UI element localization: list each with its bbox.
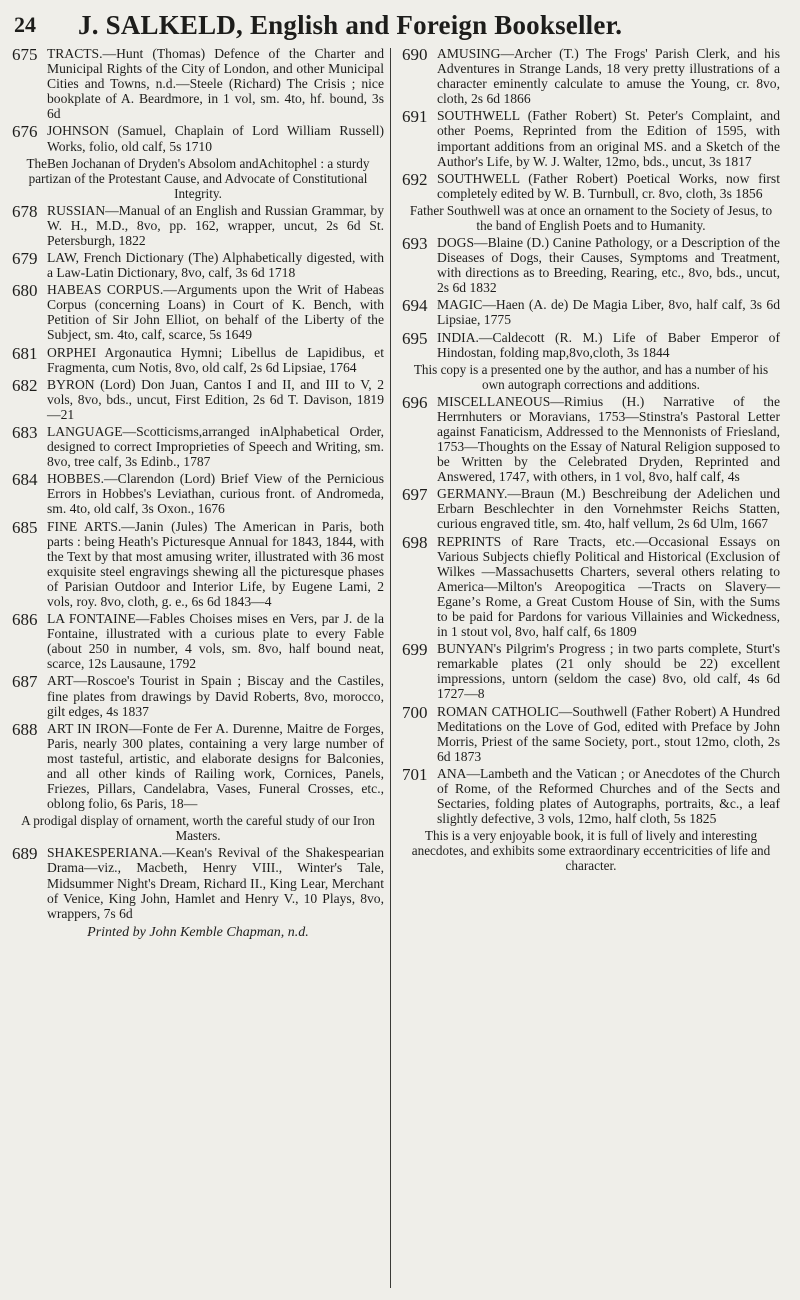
entry-number: 692: [402, 169, 428, 189]
entry-text: SHAKESPERIANA.—Kean's Revival of the Shakespearian Drama—viz., Macbeth, Henry VIII., Winter's Tale, Midsummer Night's Dream, Richard II., King Lear, Merchant of Venice, King John, Hamlet and Henry V., 10 Plays, 8vo, wrappers, 7s 6d: [47, 845, 384, 921]
catalogue-entry: [402, 330, 780, 360]
entry-number: 698: [402, 532, 428, 552]
catalogue-entry: [12, 282, 384, 342]
entry-text: HOBBES.—Clarendon (Lord) Brief View of the Pernicious Errors in Hobbes's Leviathan, curious front. of Andromeda, sm. 4to, old calf, 3s Oxon., 1676: [47, 471, 384, 517]
entry-number: 686: [12, 610, 38, 630]
entry-text: FINE ARTS.—Janin (Jules) The American in Paris, both parts : being Heath's Picturesque Annual for 1843, 1844, with the Text by that most amusing writer, illustrated with 36 most exquisite steel engravings shewing all the picturesque phases of Parisian Outdoor and Interior Life, by Eugene Lami, 2 vols, roy. 8vo, cloth, g. e., 6s 6d 1843—4: [47, 518, 384, 609]
entry-number: 687: [12, 672, 38, 692]
catalogue-entry: [12, 424, 384, 469]
column-divider: [390, 48, 391, 1288]
entry-text: RUSSIAN—Manual of an English and Russian Grammar, by W. H., M.D., 8vo, pp. 162, wrapper, uncut, 2s 6d St. Petersburgh, 1822: [47, 202, 384, 248]
entry-number: 693: [402, 233, 428, 253]
entry-text: ANA—Lambeth and the Vatican ; or Anecdotes of the Church of Rome, of the Reformed Churches and of the Sects and Sectaries, folding plates of Autographs, portraits, &c., a leaf slightly defective, 3 vols, 12mo, half cloth, 5s 1825: [437, 765, 780, 827]
entry-text: REPRINTS of Rare Tracts, etc.—Occasional Essays on Various Subjects chiefly Political and Historical (Exclusion of Wilkes —Massachusetts Charters, several others relating to America—Milton's Areopogitica —Tracts on Slavery—Eganeʼs Rome, a Great Custom House of Sin, with the Sums to be paid for Pardons for various Villainies and Wickedness, in 1 stout vol, 8vo, half calf, 6s 1809: [437, 533, 780, 640]
catalogue-entry: [12, 123, 384, 153]
entry-text: GERMANY.—Braun (M.) Beschreibung der Adelichen und Erbarn Beschlechter in den Vornehmster Reichs Statten, curious engraved title, sm. 4to, half vellum, 2s 6d Ulm, 1667: [437, 486, 780, 532]
entry-number: 684: [12, 470, 38, 490]
entry-text: SOUTHWELL (Father Robert) Poetical Works, now first completely edited by W. B. Turnbull, cr. 8vo, cloth, 3s 1856: [437, 170, 780, 201]
catalogue-entry: [402, 486, 780, 531]
catalogue-entry: [12, 250, 384, 280]
catalogue-entry: [402, 46, 780, 106]
entry-number: 676: [12, 122, 38, 142]
catalogue-entry: [12, 519, 384, 610]
entry-number: 683: [12, 422, 38, 442]
entry-number: 679: [12, 248, 38, 268]
entry-number: 681: [12, 343, 38, 363]
catalogue-entry: [12, 471, 384, 516]
catalogue-entry: [402, 534, 780, 640]
entry-text: ORPHEI Argonautica Hymni; Libellus de Lapidibus, et Fragmenta, cum Notis, 8vo, old calf, 2s 6d Lipsiae, 1764: [47, 344, 384, 375]
entry-note: Father Southwell was at once an ornament to the Society of Jesus, to the band of English Poets and to Humanity.: [409, 202, 773, 233]
entry-note: This copy is a presented one by the author, and has a number of his own autograph corrections and additions.: [413, 361, 769, 392]
entry-number: 680: [12, 281, 38, 301]
entry-text: JOHNSON (Samuel, Chaplain of Lord William Russell) Works, folio, old calf, 5s 1710: [47, 123, 384, 154]
entry-text: TRACTS.—Hunt (Thomas) Defence of the Charter and Municipal Rights of the City of London, and other Municipal Cities and Towns, n.d.—Steele (Richard) The Crisis ; nice bookplate of A. Beardmore, in 1 vol, sm. 4to, hf. bound, 3s 6d: [47, 46, 384, 122]
running-title: J. SALKELD, English and Foreign Bookseller.: [78, 9, 623, 40]
entry-number: 689: [12, 844, 38, 864]
entry-text: LA FONTAINE—Fables Choises mises en Vers, par J. de la Fontaine, illustrated with a curious plate to every Fable (about 250 in number, 4 vols, sm. 8vo, half bound neat, scarce, 12s Lausaune, 1792: [47, 611, 384, 672]
right-column: [402, 46, 780, 875]
page-number: 24: [14, 12, 36, 37]
entry-note: This is a very enjoyable book, it is full of lively and interesting anecdotes, and exhibits some extraordinary eccentricities of life and character.: [411, 828, 771, 874]
left-column: [12, 46, 384, 940]
entry-note: A prodigal display of ornament, worth the careful study of our Iron Masters.: [21, 813, 375, 844]
catalogue-entry: [12, 673, 384, 718]
entry-text: LAW, French Dictionary (The) Alphabetically digested, with a Law-Latin Dictionary, 8vo, calf, 3s 6d 1718: [47, 249, 384, 281]
entry-number: 682: [12, 375, 38, 395]
entry-note: TheBen Jochanan of Dryden's Absolom andAchitophel : a sturdy partizan of the Protestant Cause, and Advocate of Constitutional Integrity.: [26, 155, 370, 201]
entry-text: HABEAS CORPUS.—Arguments upon the Writ of Habeas Corpus (concerning Loans) in Court of K. Bench, with Petition of Sir John Elliot, on behalf of the Liberty of the Subject, sm. 4to, calf, scarce, 5s 1649: [47, 282, 384, 343]
entry-number: 695: [402, 328, 428, 348]
entry-number: 696: [402, 392, 428, 412]
entry-number: 699: [402, 640, 428, 660]
catalogue-entry: [402, 235, 780, 295]
entry-number: 688: [12, 719, 38, 739]
page-header: [14, 8, 786, 42]
catalogue-entry: [12, 46, 384, 121]
entry-number: 685: [12, 517, 38, 537]
catalogue-entry: [12, 611, 384, 671]
catalogue-entry: [402, 171, 780, 201]
entry-text: INDIA.—Caldecott (R. M.) Life of Baber Emperor of Hindostan, folding map,8vo,cloth, 3s 1844: [437, 329, 780, 360]
entry-number: 701: [402, 764, 428, 784]
catalogue-entry: [402, 766, 780, 826]
entry-imprint: Printed by John Kemble Chapman, n.d.: [87, 924, 309, 940]
entry-text: ART IN IRON—Fonte de Fer A. Durenne, Maitre de Forges, Paris, nearly 300 plates, containing a very large number of most tasteful, artistic, and elaborate designs for Balconies, and all other kinds of Railing work, Cornices, Panels, Friezes, Pillars, Candelabra, Vases, Funeral Crosses, etc., oblong folio, 6s Paris, 18—: [47, 720, 384, 812]
catalogue-entry: [12, 377, 384, 422]
entry-text: BUNYAN's Pilgrim's Progress ; in two parts complete, Sturt's remarkable plates (21 only should be 22) excellent impressions, untorn (seldom the case) 8vo, old calf, 4s 6d 1727—8: [437, 641, 780, 702]
catalogue-entry: [402, 394, 780, 485]
entry-number: 697: [402, 485, 428, 505]
entry-text: BYRON (Lord) Don Juan, Cantos I and II, and III to V, 2 vols, 8vo, bds., uncut, First Edition, 2s 6d T. Davison, 1819—21: [47, 376, 384, 422]
catalogue-entry: [402, 297, 780, 327]
entry-number: 691: [402, 107, 428, 127]
catalogue-entry: [12, 345, 384, 375]
entry-text: MAGIC—Haen (A. de) De Magia Liber, 8vo, half calf, 3s 6d Lipsiae, 1775: [437, 297, 780, 328]
catalogue-entry: [12, 721, 384, 812]
entry-text: ROMAN CATHOLIC—Southwell (Father Robert) A Hundred Meditations on the Love of God, edited with Preface by John Morris, Priest of the same Society, port., stout 12mo, cloth, 2s 6d 1873: [437, 703, 780, 764]
entry-text: SOUTHWELL (Father Robert) St. Peter's Complaint, and other Poems, Reprinted from the Edition of 1595, with important additions from an original MS. and a Sketch of the Author's Life, by W. J. Walter, 12mo, bds., uncut, 3s 1817: [437, 108, 780, 169]
entry-text: ART—Roscoe's Tourist in Spain ; Biscay and the Castiles, fine plates from drawings by David Roberts, 8vo, morocco, gilt edges, 4s 1837: [47, 673, 384, 719]
entry-text: DOGS—Blaine (D.) Canine Pathology, or a Description of the Diseases of Dogs, their Causes, Symptoms and Treatment, with directions as to Breeding, Rearing, etc., 8vo, bds., uncut, 2s 6d 1832: [437, 234, 780, 296]
catalogue-entry: [12, 203, 384, 248]
entry-text: MISCELLANEOUS—Rimius (H.) Narrative of the Herrnhuters or Moravians, 1753—Stinstra's Pastoral Letter against Fanaticism, Addressed to the Mennonists of Friesland, 1753—Thoughts on the Essay of Natural Religion supposed to be Written by the Celebrated Dryden, Reprinted and Answered, 1747, with others, in 1 vol, 8vo, half calf, 4s: [437, 393, 780, 485]
catalogue-entry: [12, 845, 384, 920]
entry-number: 694: [402, 296, 428, 316]
entry-text: LANGUAGE—Scotticisms,arranged inAlphabetical Order, designed to correct Improprieties of Speech and Writing, sm. 8vo, tree calf, 3s Edinb., 1787: [47, 423, 384, 470]
catalogue-entry: [402, 108, 780, 168]
entry-number: 690: [402, 45, 428, 64]
entry-number: 675: [12, 45, 38, 64]
entry-number: 700: [402, 702, 428, 722]
entry-number: 678: [12, 201, 38, 221]
catalogue-entry: [402, 641, 780, 701]
catalogue-entry: [402, 704, 780, 764]
entry-text: AMUSING—Archer (T.) The Frogs' Parish Clerk, and his Adventures in Strange Lands, 18 very pretty illustrations of a character eminently calculate to amuse the Young, cr. 8vo, cloth, 2s 6d 1866: [437, 46, 780, 107]
